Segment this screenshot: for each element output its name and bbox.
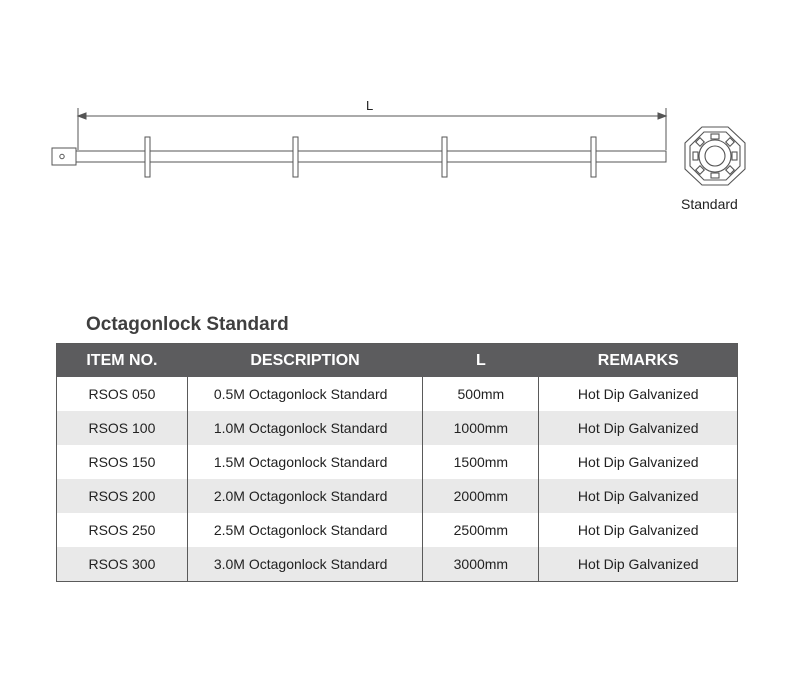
dimension-label-l: L [366,98,374,113]
cell-item: RSOS 150 [88,454,156,470]
spigot-end [52,148,76,165]
table-row [57,377,738,411]
page-title: Octagonlock Standard [86,314,289,335]
dimension-line [78,108,666,150]
cell-description: 3.0M Octagonlock Standard [187,547,422,582]
standard-elevation-drawing [0,0,800,240]
cell-remarks: Hot Dip Galvanized [539,479,738,513]
cell-length: 1500mm [423,445,539,479]
cell-remarks: Hot Dip Galvanized [539,445,738,479]
table-row [57,513,738,547]
octagon-section-icon [685,127,745,185]
header-description: DESCRIPTION [187,344,422,378]
cell-description: 2.5M Octagonlock Standard [187,513,422,547]
cell-item: RSOS 050 [88,386,156,402]
table-row [57,411,738,445]
cell-description: 0.5M Octagonlock Standard [187,377,422,411]
header-length: L [423,344,539,378]
cell-item: RSOS 250 [88,522,156,538]
header-item-no: ITEM NO. [57,344,188,378]
cell-length: 2000mm [423,479,539,513]
table-row [57,547,738,582]
header-remarks: REMARKS [539,344,738,378]
cell-description: 1.0M Octagonlock Standard [187,411,422,445]
cell-remarks: Hot Dip Galvanized [539,377,738,411]
standard-tube [76,151,666,162]
cell-item: RSOS 300 [57,547,188,582]
table-header-row [57,344,738,378]
cell-item: RSOS 200 [57,479,188,513]
cell-remarks: Hot Dip Galvanized [539,547,738,582]
cell-length: 3000mm [423,547,539,582]
table-row [57,479,738,513]
section-caption: Standard [681,196,738,212]
cell-item: RSOS 100 [57,411,188,445]
spec-table [56,343,738,582]
cell-length: 500mm [423,377,539,411]
rosette-3 [442,137,447,177]
cell-remarks: Hot Dip Galvanized [539,513,738,547]
cell-length: 1000mm [423,411,539,445]
rosette-1 [145,137,150,177]
cell-length: 2500mm [423,513,539,547]
cell-description: 2.0M Octagonlock Standard [187,479,422,513]
cell-description: 1.5M Octagonlock Standard [187,445,422,479]
rosette-4 [591,137,596,177]
cell-remarks: Hot Dip Galvanized [539,411,738,445]
table-row [57,445,738,479]
rosette-2 [293,137,298,177]
